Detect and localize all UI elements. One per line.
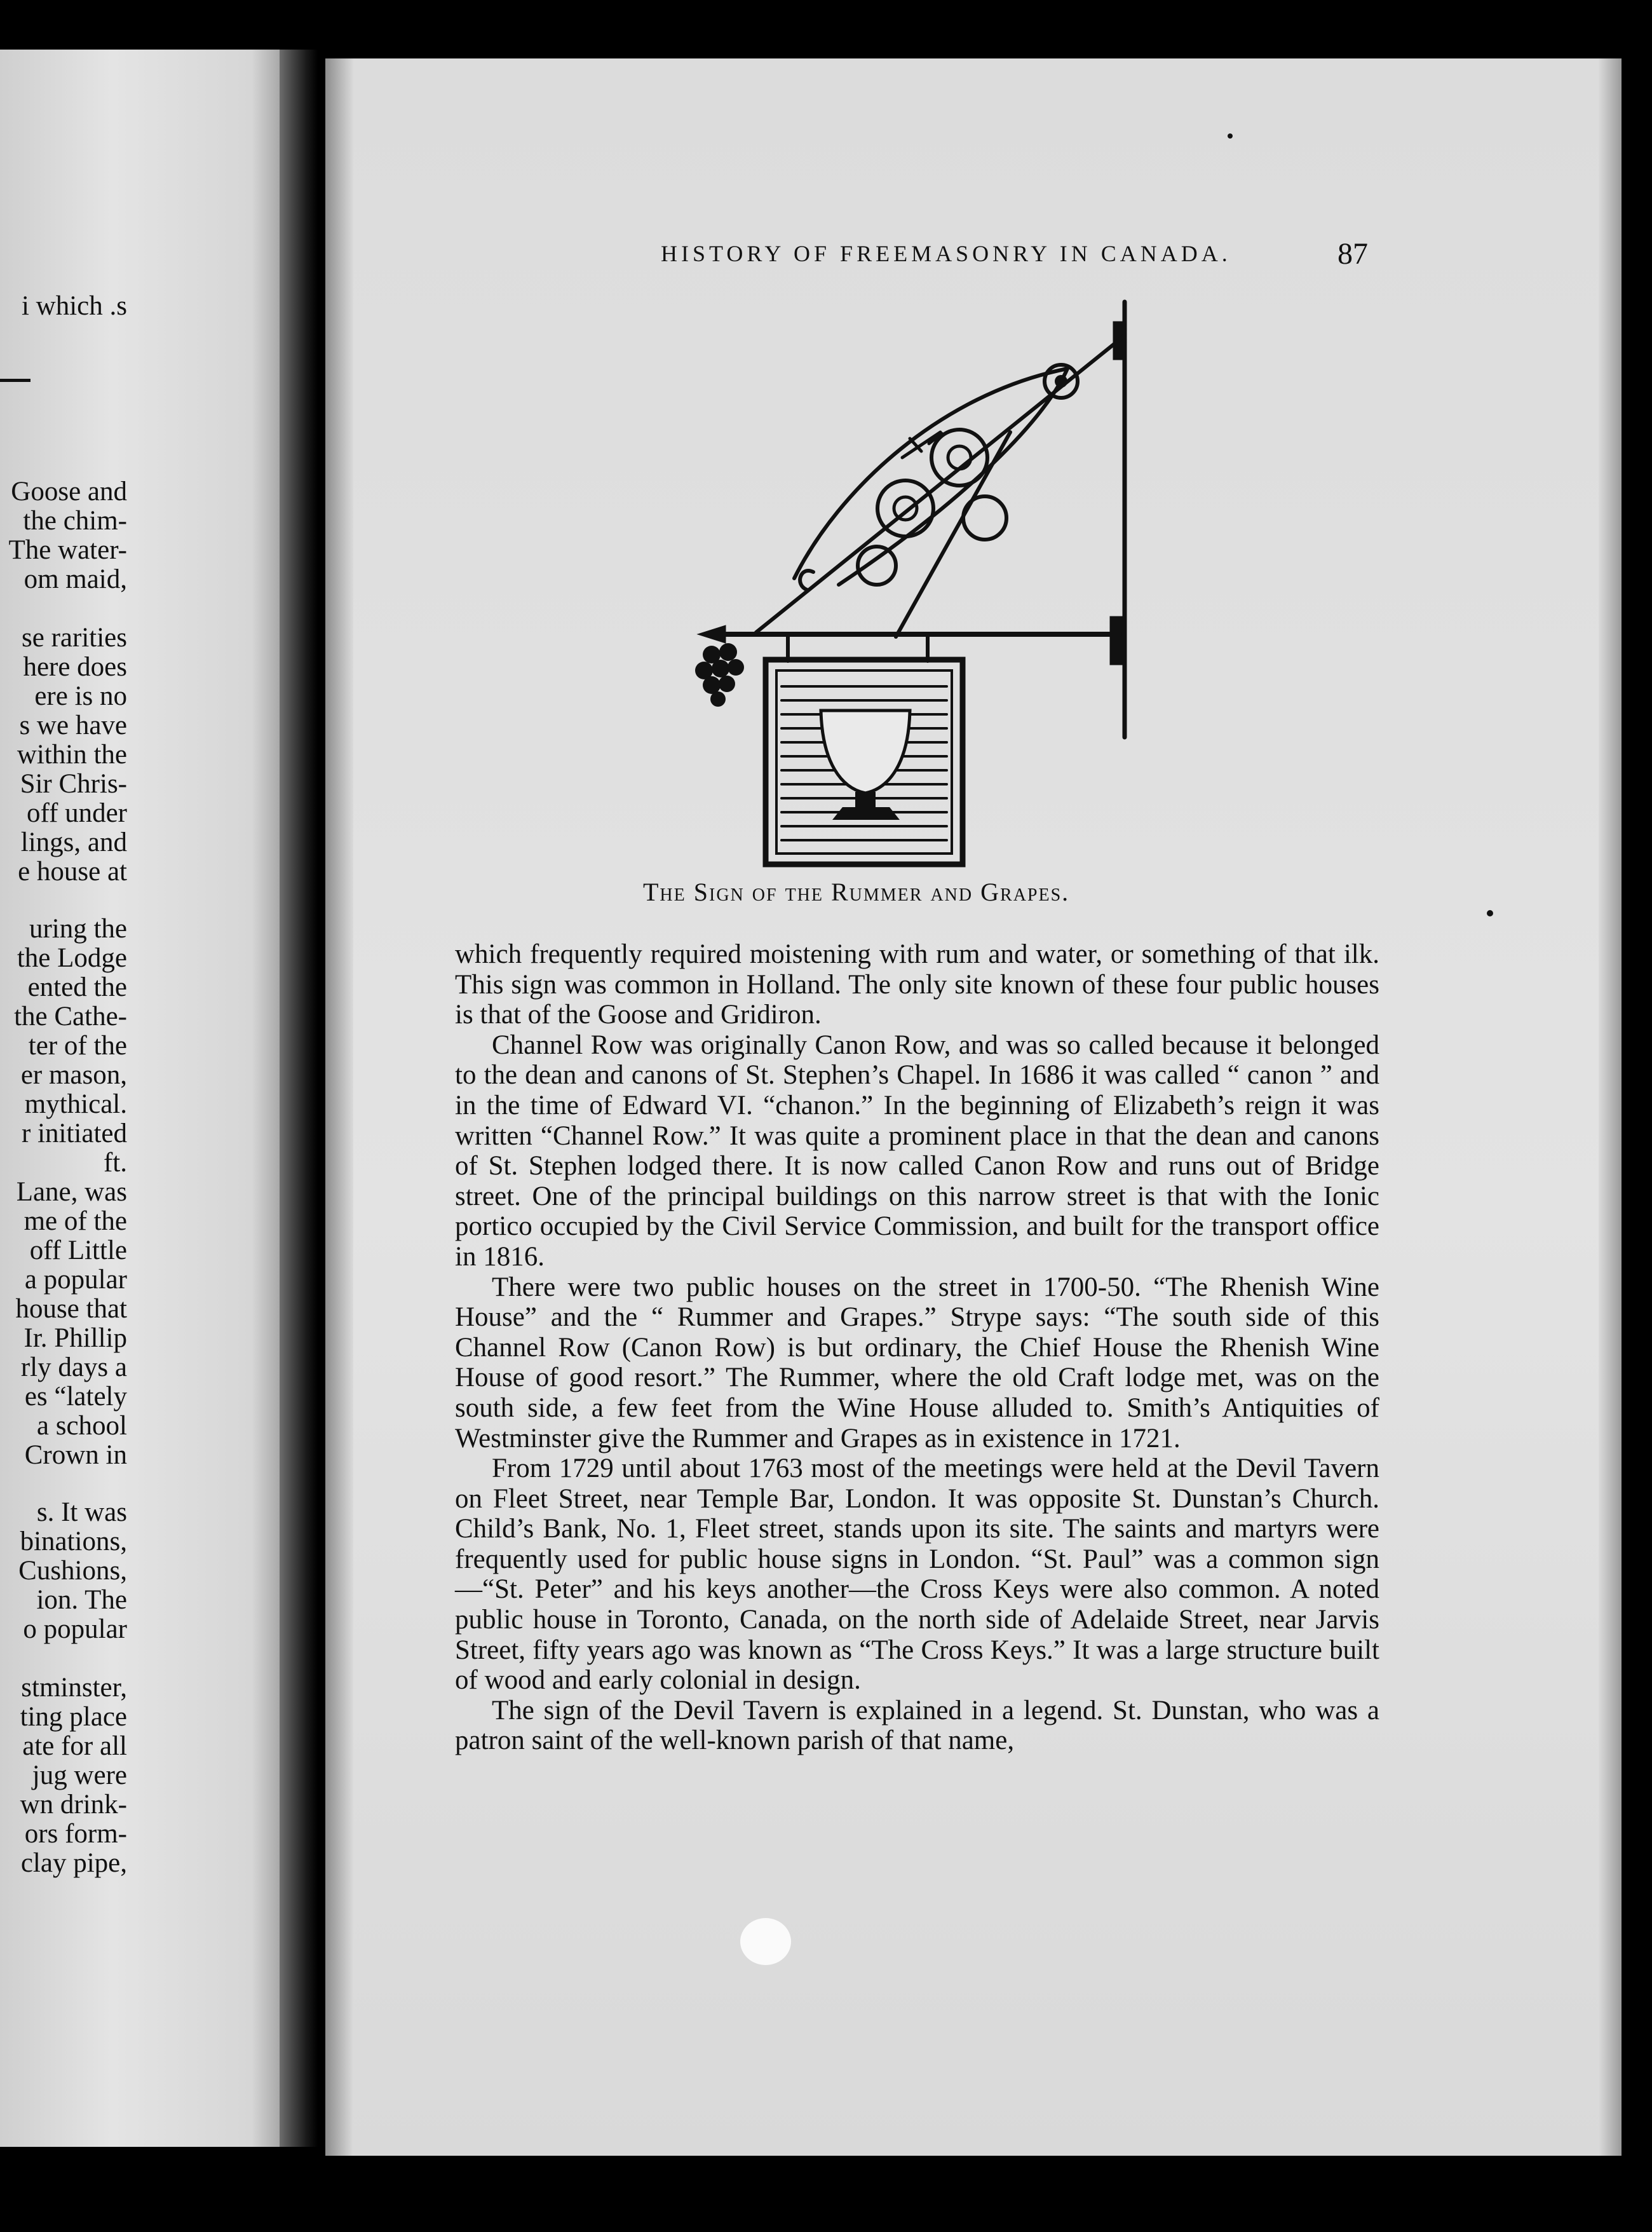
facing-page-line: Goose and <box>11 477 127 507</box>
facing-page-line: ion. The <box>36 1585 127 1615</box>
facing-page-line: ate for all <box>22 1731 127 1761</box>
paper-speck <box>1228 133 1233 139</box>
facing-page-line: off under <box>26 798 127 828</box>
facing-page-line: jug were <box>32 1760 127 1790</box>
facing-page <box>0 50 280 2147</box>
facing-page-line: Lane, was <box>16 1177 127 1207</box>
facing-page-line: Cushions, <box>18 1556 127 1586</box>
facing-page-line: ter of the <box>28 1031 127 1061</box>
facing-page-line: within the <box>17 740 127 770</box>
paper-speck <box>1487 910 1493 916</box>
facing-page-line: r initiated <box>22 1119 127 1148</box>
facing-page-line: ft. <box>103 1148 127 1178</box>
divider-rule <box>0 379 30 382</box>
facing-page-line: off Little <box>29 1235 127 1265</box>
facing-page-line: ors form- <box>24 1819 127 1849</box>
facing-page-line: the chim- <box>23 506 127 536</box>
facing-page-line: clay pipe, <box>20 1848 127 1878</box>
facing-page-line: a popular <box>24 1265 127 1295</box>
body-text <box>455 939 1379 1756</box>
facing-page-line: the Cathe- <box>14 1002 127 1031</box>
facing-page-line: the Lodge <box>17 943 127 973</box>
facing-page-line: mythical. <box>24 1089 127 1119</box>
facing-page-line: wn drink- <box>20 1790 127 1820</box>
paragraph: The sign of the Devil Tavern is explained in a legend. St. Dunstan, who was a patron saint of the well-known parish of that name, <box>455 1695 1379 1756</box>
facing-page-line: er mason, <box>20 1060 127 1090</box>
facing-page-line: house that <box>15 1294 127 1324</box>
facing-page-line: a school <box>36 1411 127 1441</box>
paragraph: From 1729 until about 1763 most of the meetings were held at the Devil Tavern on Fleet Street, near Temple Bar, London. It was opposite St. Dunstan’s Church. Child’s Bank, No. 1, Fleet street, stands upon its site. The saints and martyrs were frequently used for public house signs in London. “St. Paul” was a common sign—“St. Peter” and his keys another—the Cross Keys were also common. A noted public house in Toronto, Canada, on the north side of Adelaide Street, near Jarvis Street, fifty years ago was known as “The Cross Keys.” It was a large structure built of wood and early colonial in design. <box>455 1453 1379 1696</box>
facing-page-line: rly days a <box>20 1352 127 1382</box>
facing-page-line: ented the <box>27 972 127 1002</box>
facing-page-line: i which .s <box>21 291 127 321</box>
facing-page-line: Crown in <box>24 1440 127 1470</box>
facing-page-line: me of the <box>24 1206 127 1236</box>
facing-page-line: se rarities <box>22 623 127 653</box>
paper-stain <box>740 1918 791 1965</box>
facing-page-line: The water- <box>8 535 127 565</box>
facing-page-line: lings, and <box>20 827 127 857</box>
facing-page-line: om maid, <box>24 564 127 594</box>
facing-page-line: s. It was <box>36 1497 127 1527</box>
rummer-and-grapes-sign-image <box>686 299 1144 871</box>
facing-page-line: ere is no <box>34 681 127 711</box>
tavern-sign-illustration <box>686 299 1144 874</box>
facing-page-line: o popular <box>23 1614 127 1644</box>
facing-page-line: es “lately <box>24 1382 127 1412</box>
facing-page-line: s we have <box>19 711 127 740</box>
paragraph: There were two public houses on the street in 1700-50. “The Rhenish Wine House” and the “ Rummer and Grapes.” Strype says: “The south side of this Channel Row (Canon Row) is but ordinary, the Chief House the Rhenish Wine House of good resort.” The Rummer, where the old Craft lodge met, was on the south side, a few feet from the Wine House alluded to. Smith’s Antiquities of Westminster give the Rummer and Grapes as in existence in 1721. <box>455 1272 1379 1453</box>
facing-page-line: binations, <box>20 1527 127 1556</box>
page-number: 87 <box>1337 237 1368 271</box>
facing-page-line: Sir Chris- <box>20 769 127 799</box>
facing-page-line: e house at <box>18 857 127 887</box>
running-head: HISTORY OF FREEMASONRY IN CANADA. <box>661 241 1231 266</box>
figure-caption: The Sign of the Rummer and Grapes. <box>643 878 1070 906</box>
facing-page-line: ting place <box>20 1702 127 1732</box>
facing-page-line: uring the <box>29 914 127 944</box>
facing-page-line: stminster, <box>21 1673 127 1703</box>
paragraph: which frequently required moistening with rum and water, or something of that ilk. This sign was common in Holland. The only site known of these four public houses is that of the Goose and Gridiron. <box>455 939 1379 1030</box>
facing-page-line: Ir. Phillip <box>24 1323 127 1353</box>
facing-page-line: here does <box>23 652 127 682</box>
paragraph: Channel Row was originally Canon Row, and was so called because it belonged to the dean and canons of St. Stephen’s Chapel. In 1686 it was called “ canon ” and in the time of Edward VI. “chanon.” In the beginning of Elizabeth’s reign it was written “Channel Row.” It was quite a prominent place in that the dean and canons of St. Stephen lodged there. It is now called Canon Row and runs out of Bridge street. One of the principal buildings on this narrow street is that with the Ionic portico occupied by the Civil Service Commission, and built for the transport office in 1816. <box>455 1030 1379 1272</box>
book-gutter <box>280 50 318 2147</box>
